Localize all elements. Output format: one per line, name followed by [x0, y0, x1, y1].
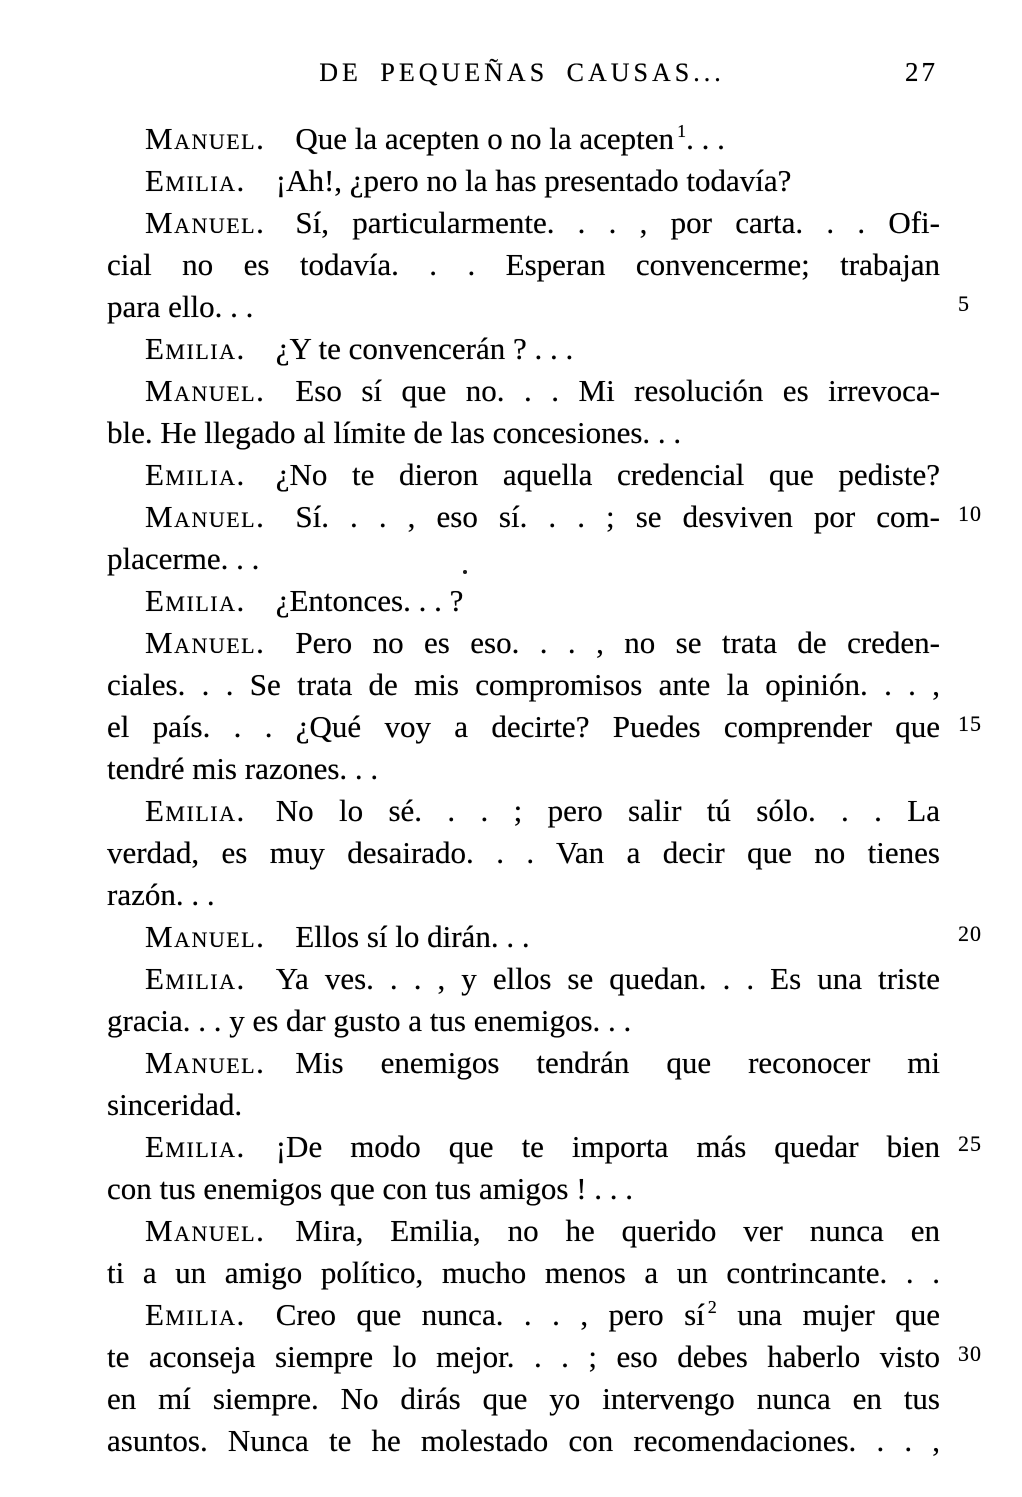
dialogue-text: sinceridad. — [107, 1087, 243, 1122]
dialogue-text: . . . — [686, 121, 725, 156]
text-line — [107, 1084, 940, 1126]
text-block — [107, 118, 982, 1462]
dialogue-text: te aconseja siempre lo mejor. . . ; eso debes haberlo visto — [107, 1339, 940, 1374]
text-line — [107, 1210, 940, 1252]
text-line — [107, 1420, 940, 1462]
speaker-name: Manuel. — [145, 1045, 266, 1080]
text-line — [107, 454, 940, 496]
text-line — [107, 958, 940, 1000]
text-line — [107, 328, 940, 370]
text-line — [107, 706, 982, 748]
text-line — [107, 160, 940, 202]
dialogue-text: Pero no es eso. . . , no se trata de creden- — [295, 625, 940, 660]
speaker-name: Emilia. — [145, 457, 246, 492]
dialogue-text: Que la acepten o no la acepten — [295, 121, 675, 156]
dialogue-text: ¡De modo que te importa más quedar bien — [275, 1129, 940, 1164]
speaker-name: Manuel. — [145, 919, 266, 954]
footnote-ref: 1 — [677, 121, 687, 141]
speaker-name: Manuel. — [145, 373, 266, 408]
text-line — [107, 622, 940, 664]
running-header — [0, 0, 1000, 100]
dialogue-text: Sí, particularmente. . . , por carta. . . Ofi- — [295, 205, 940, 240]
speaker-name: Emilia. — [145, 793, 246, 828]
dialogue-text: razón. . . — [107, 877, 215, 912]
line-number: 15 — [958, 711, 982, 736]
dialogue-text: tendré mis razones. . . — [107, 751, 379, 786]
dialogue-text: una mujer que — [716, 1297, 941, 1332]
speaker-name: Emilia. — [145, 1129, 246, 1164]
dialogue-text: ble. He llegado al límite de las concesiones. . . — [107, 415, 682, 450]
dialogue-text: el país. . . ¿Qué voy a decirte? Puedes comprender que — [107, 709, 940, 744]
text-line — [107, 1336, 982, 1378]
text-line — [107, 286, 970, 328]
speaker-name: Manuel. — [145, 205, 266, 240]
dialogue-text: en mí siempre. No dirás que yo intervengo nunca en tus — [107, 1381, 940, 1416]
text-line — [107, 1126, 982, 1168]
dialogue-text: No lo sé. . . ; pero salir tú sólo. . . La — [275, 793, 940, 828]
speaker-name: Manuel. — [145, 499, 266, 534]
text-line — [107, 916, 982, 958]
dialogue-text: ¿Entonces. . . ? — [275, 583, 464, 618]
line-number: 5 — [958, 291, 970, 316]
text-line — [107, 118, 940, 160]
text-line — [107, 538, 940, 580]
text-line — [107, 832, 940, 874]
text-line — [107, 412, 940, 454]
dialogue-text: placerme. . . — [107, 541, 260, 576]
dialogue-text: Eso sí que no. . . Mi resolución es irrevoca- — [295, 373, 940, 408]
dialogue-text: ti a un amigo político, mucho menos a un contrincante. . . — [107, 1255, 940, 1290]
dialogue-text: ciales. . . Se trata de mis compromisos ante la opinión. . . , — [107, 667, 940, 702]
line-number: 10 — [958, 501, 982, 526]
speaker-name: Emilia. — [145, 331, 246, 366]
text-line — [107, 1168, 940, 1210]
text-line — [107, 664, 940, 706]
speaker-name: Emilia. — [145, 583, 246, 618]
speaker-name: Emilia. — [145, 961, 246, 996]
text-line — [107, 244, 940, 286]
dialogue-text: verdad, es muy desairado. . . Van a decir que no tienes — [107, 835, 940, 870]
dialogue-text: para ello. . . — [107, 289, 254, 324]
dialogue-text: asuntos. Nunca te he molestado con recomendaciones. . . , — [107, 1423, 940, 1458]
dialogue-text: Ellos sí lo dirán. . . — [295, 919, 530, 954]
dialogue-text: Creo que nunca. . . , pero sí — [275, 1297, 705, 1332]
dialogue-text: cial no es todavía. . . Esperan convencerme; trabajan — [107, 247, 940, 282]
text-line — [107, 1294, 940, 1336]
line-number: 20 — [958, 921, 982, 946]
text-line — [107, 1042, 940, 1084]
text-line — [107, 1252, 940, 1294]
line-number: 30 — [958, 1341, 982, 1366]
speaker-name: Emilia. — [145, 1297, 246, 1332]
dialogue-text: Ya ves. . . , y ellos se quedan. . . Es una triste — [275, 961, 940, 996]
dialogue-text: Mira, Emilia, no he querido ver nunca en — [295, 1213, 940, 1248]
text-line — [107, 496, 982, 538]
dialogue-text: gracia. . . y es dar gusto a tus enemigos. . . — [107, 1003, 632, 1038]
page-number: 27 — [905, 57, 938, 87]
speaker-name: Manuel. — [145, 121, 266, 156]
text-line — [107, 202, 940, 244]
dialogue-text: ¿Y te convencerán ? . . . — [275, 331, 574, 366]
scan-speck — [463, 570, 467, 574]
line-number: 25 — [958, 1131, 982, 1156]
speaker-name: Emilia. — [145, 163, 246, 198]
speaker-name: Manuel. — [145, 625, 266, 660]
text-line — [107, 580, 940, 622]
dialogue-text: ¿No te dieron aquella credencial que pediste? — [275, 457, 940, 492]
footnote-ref: 2 — [707, 1297, 717, 1317]
text-line — [107, 1378, 940, 1420]
page-title: DE PEQUEÑAS CAUSAS... — [319, 58, 725, 87]
dialogue-text: con tus enemigos que con tus amigos ! . . . — [107, 1171, 634, 1206]
text-line — [107, 1000, 940, 1042]
speaker-name: Manuel. — [145, 1213, 266, 1248]
dialogue-text: Mis enemigos tendrán que reconocer mi — [295, 1045, 940, 1080]
dialogue-text: ¡Ah!, ¿pero no la has presentado todavía? — [275, 163, 792, 198]
text-line — [107, 748, 940, 790]
dialogue-text: Sí. . . , eso sí. . . ; se desviven por com- — [295, 499, 940, 534]
text-line — [107, 370, 940, 412]
text-line — [107, 874, 940, 916]
text-line — [107, 790, 940, 832]
